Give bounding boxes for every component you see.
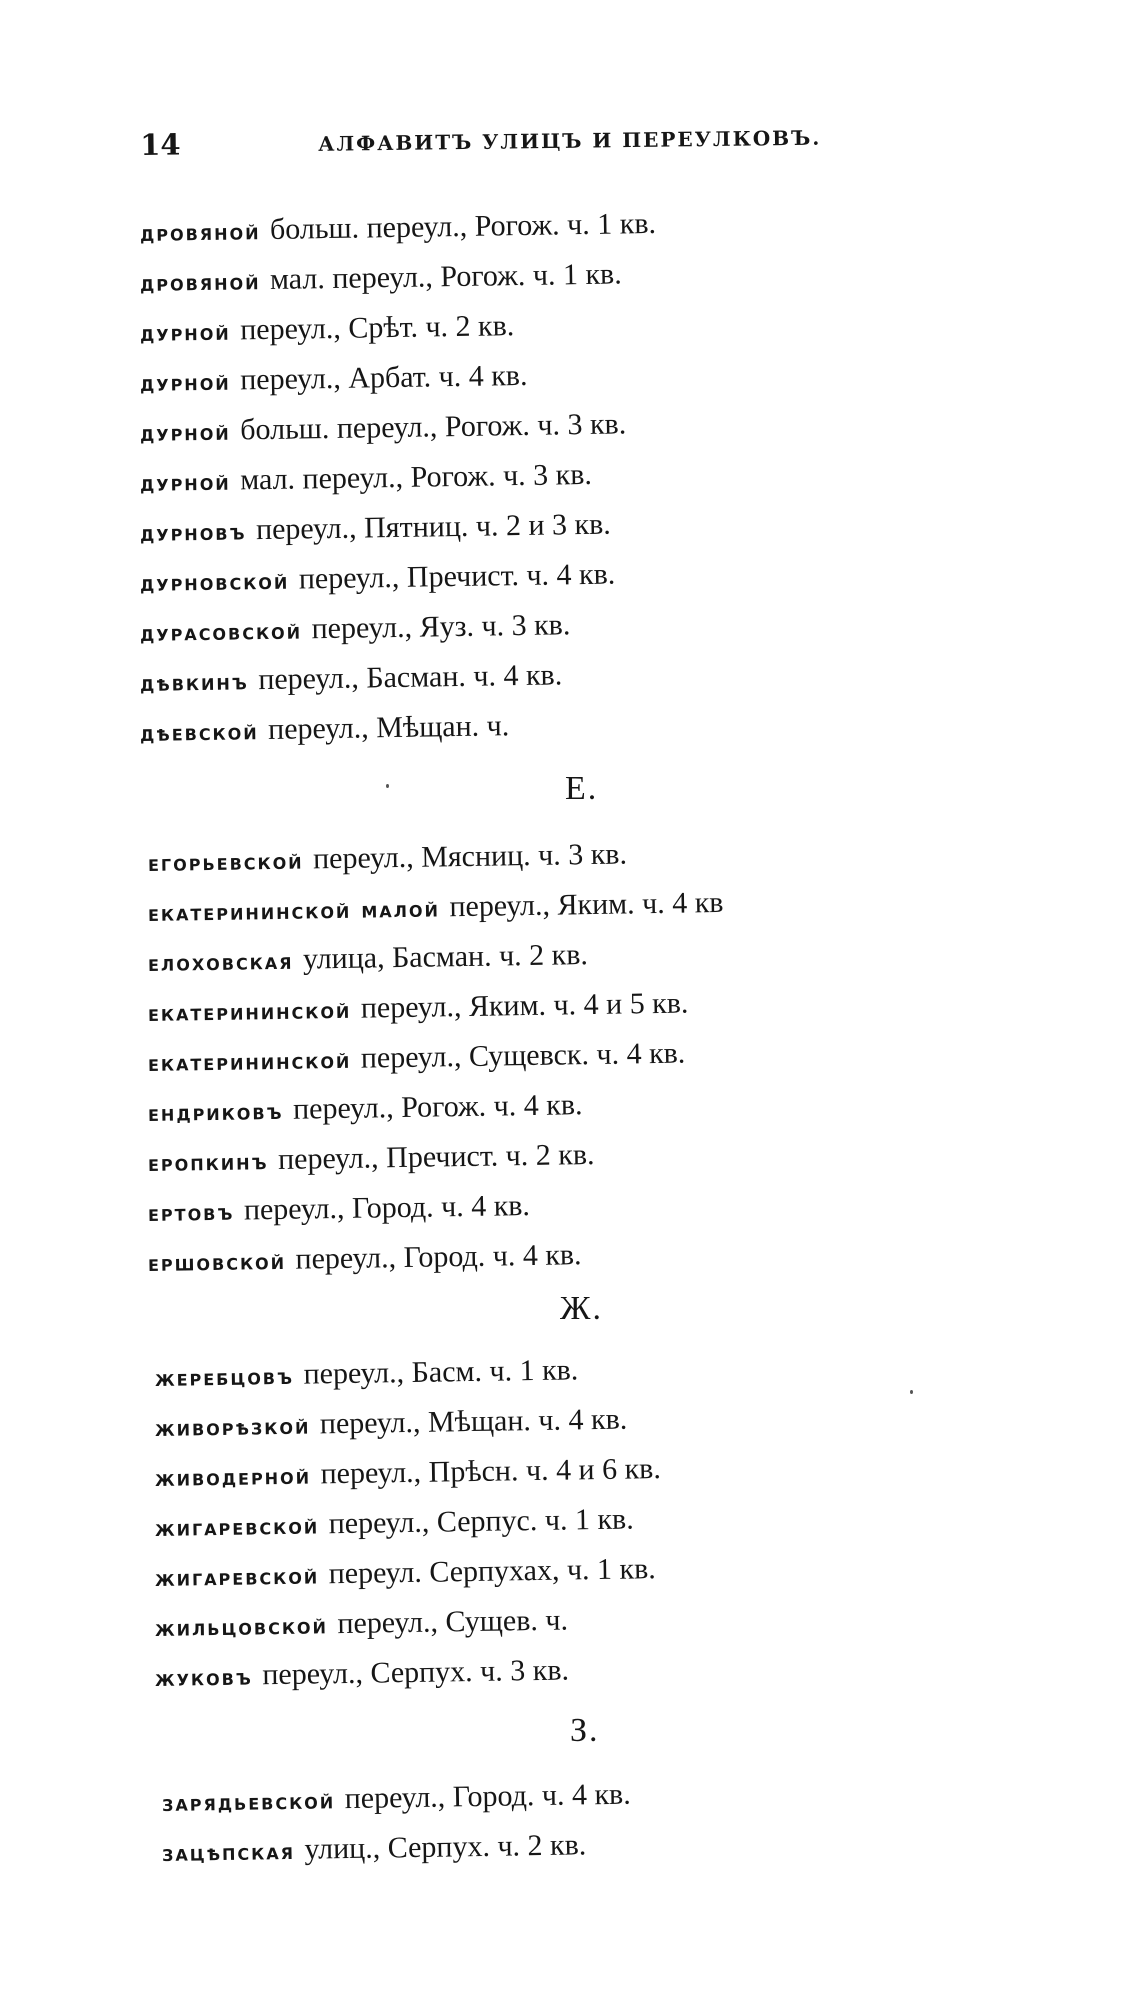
entry-details: переул., Город. ч. 4 кв. <box>344 1777 631 1816</box>
index-entry <box>148 1238 582 1281</box>
running-head: АЛФАВИТЪ УЛИЦЪ И ПЕРЕУЛКОВЪ. <box>318 125 822 156</box>
street-name: ендриковъ <box>147 1098 284 1127</box>
index-entry <box>155 1452 661 1496</box>
index-entry <box>148 837 628 881</box>
entry-details: переул., Мясниц. ч. 3 кв. <box>312 837 628 876</box>
entry-details: переул., Сущевск. ч. 4 кв. <box>360 1036 686 1075</box>
section-letter-z: З. <box>570 1712 600 1749</box>
street-name: еропкинъ <box>147 1149 269 1177</box>
street-name: дровяной <box>139 269 261 297</box>
entry-details: переул., Арбат. ч. 4 кв. <box>239 358 528 397</box>
street-name: ертовъ <box>147 1199 235 1227</box>
index-entry <box>162 1828 587 1871</box>
index-entry <box>140 558 616 601</box>
print-speck <box>910 1390 913 1394</box>
entry-details: переул., Басман. ч. 4 кв. <box>258 658 563 697</box>
section-letter-zh: Ж. <box>560 1290 603 1327</box>
entry-details: больш. переул., Рогож. ч. 1 кв. <box>269 206 657 246</box>
street-name: дурной <box>139 419 231 447</box>
entry-details: переул., Басм. ч. 1 кв. <box>303 1353 579 1391</box>
index-entry <box>140 309 515 351</box>
street-name: жеребцовъ <box>154 1363 295 1392</box>
entry-details: переул., Пречист. ч. 4 кв. <box>298 557 616 596</box>
entry-details: мал. переул., Рогож. ч. 1 кв. <box>269 257 622 296</box>
entry-details: переул., Прѣсн. ч. 4 и 6 кв. <box>320 1452 662 1491</box>
page-number: 14 <box>140 127 181 162</box>
index-entry <box>155 1604 569 1646</box>
index-entry <box>140 709 510 751</box>
entry-details: больш. переул., Рогож. ч. 3 кв. <box>239 407 627 447</box>
index-entry <box>140 658 563 701</box>
street-name: елоховская <box>147 948 294 977</box>
index-entry <box>155 1502 634 1546</box>
index-entry <box>140 508 611 551</box>
index-entry <box>148 987 689 1031</box>
street-name: дурновской <box>139 568 290 597</box>
entry-details: переул., Мѣщан. ч. <box>267 709 510 746</box>
index-entry <box>148 1037 686 1081</box>
entry-details: переул., Яким. ч. 4 и 5 кв. <box>360 986 689 1025</box>
index-entry <box>140 257 622 301</box>
street-name: дурной <box>139 469 231 497</box>
street-name: дровяной <box>139 219 261 247</box>
street-name: егорьевской <box>147 848 304 877</box>
entry-details: переул., Яким. ч. 4 кв <box>449 885 724 924</box>
entry-details: мал. переул., Рогож. ч. 3 кв. <box>239 457 593 497</box>
index-entry <box>148 1189 531 1231</box>
street-name: живодерной <box>154 1463 312 1492</box>
street-name: дурной <box>139 369 231 397</box>
index-entry <box>140 359 528 401</box>
street-name: живорѣзкой <box>154 1413 311 1442</box>
entry-details: улица, Басман. ч. 2 кв. <box>302 938 589 976</box>
street-name: екатерининской малой <box>147 896 441 927</box>
street-name: жигаревской <box>154 1563 320 1592</box>
entry-details: переул., Срѣт. ч. 2 кв. <box>239 309 515 347</box>
entry-details: улиц., Серпух. ч. 2 кв. <box>304 1828 587 1866</box>
street-name: жильцовской <box>154 1613 329 1642</box>
street-name: дѣевской <box>139 719 259 747</box>
street-name: дурновъ <box>139 519 247 547</box>
entry-details: переул. Серпухах, ч. 1 кв. <box>328 1552 657 1591</box>
street-name: екатерининской <box>147 997 352 1027</box>
street-name: дурной <box>139 319 231 347</box>
index-entry <box>148 938 588 981</box>
entry-details: переул., Пятниц. ч. 2 и 3 кв. <box>255 507 611 547</box>
street-name: ершовской <box>147 1248 287 1277</box>
index-entry <box>148 886 724 931</box>
index-entry <box>148 1088 583 1131</box>
entry-details: переул., Рогож. ч. 4 кв. <box>292 1088 583 1126</box>
index-entry <box>140 207 657 251</box>
entry-details: переул., Город. ч. 4 кв. <box>243 1189 531 1227</box>
entry-details: переул., Мѣщан. ч. 4 кв. <box>319 1402 628 1441</box>
index-entry <box>155 1403 628 1446</box>
index-entry <box>140 608 571 651</box>
index-entry <box>140 458 592 501</box>
entry-details: переул., Город. ч. 4 кв. <box>295 1238 582 1276</box>
print-speck <box>386 784 389 788</box>
street-name: жуковъ <box>154 1664 254 1692</box>
street-name: жигаревской <box>154 1513 320 1542</box>
street-name: екатерининской <box>147 1047 352 1077</box>
index-entry <box>140 407 627 451</box>
entry-details: переул., Серпус. ч. 1 кв. <box>328 1502 634 1541</box>
entry-details: переул., Сущев. ч. <box>337 1603 569 1641</box>
index-entry <box>155 1552 656 1596</box>
section-letter-e: Е. <box>565 770 599 807</box>
street-name: дѣвкинъ <box>139 669 249 697</box>
index-entry <box>148 1138 595 1181</box>
street-name: дурасовской <box>139 618 303 647</box>
index-entry <box>155 1653 570 1695</box>
street-name: зарядьевской <box>161 1788 336 1817</box>
street-name: зацѣпская <box>161 1838 296 1867</box>
entry-details: переул., Серпух. ч. 3 кв. <box>262 1653 570 1692</box>
index-entry <box>162 1778 631 1821</box>
entry-details: переул., Яуз. ч. 3 кв. <box>311 608 571 646</box>
index-entry <box>155 1353 579 1396</box>
entry-details: переул., Пречист. ч. 2 кв. <box>277 1137 595 1176</box>
